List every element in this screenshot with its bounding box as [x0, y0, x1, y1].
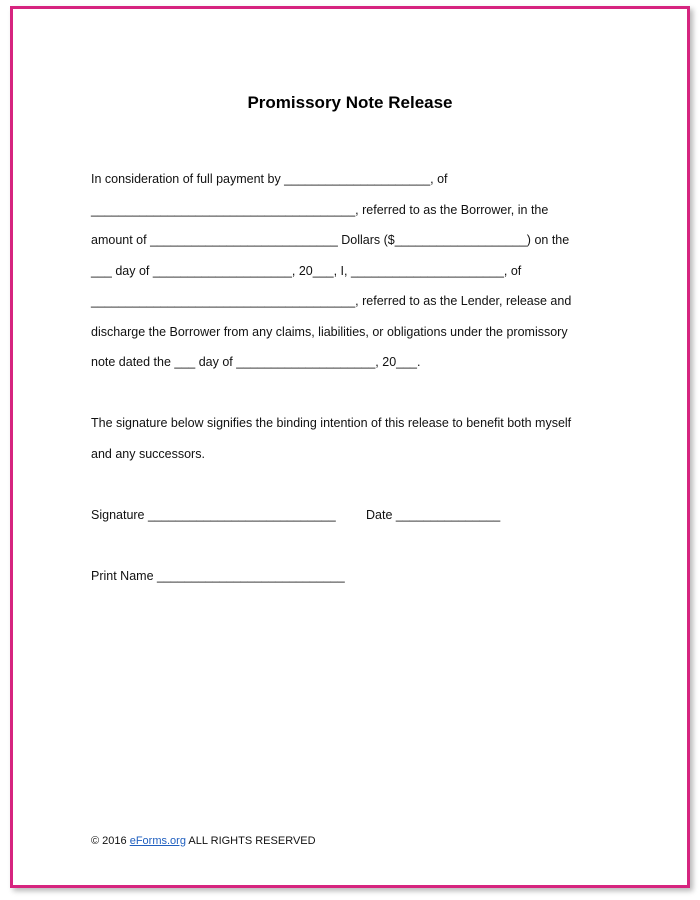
- paragraph1-line-2: ______________________________________, referred to as the Borrower, in the: [91, 203, 549, 217]
- paragraph2-line-2: and any successors.: [91, 447, 205, 461]
- paragraph1-line-6: discharge the Borrower from any claims, liabilities, or obligations under the promissory: [91, 325, 568, 339]
- signature-line: Signature ___________________________: [91, 508, 336, 522]
- document-title: Promissory Note Release: [247, 93, 453, 112]
- paragraph2-line-1: The signature below signifies the binding intention of this release to benefit both myself: [91, 416, 572, 430]
- paragraph1-line-5: ______________________________________, referred to as the Lender, release and: [91, 294, 572, 308]
- date-line: Date _______________: [366, 508, 501, 522]
- footer-copyright: © 2016: [91, 835, 127, 847]
- eforms-link[interactable]: eForms.org: [129, 835, 186, 847]
- paragraph1-line-1: In consideration of full payment by _____________________, of: [91, 172, 448, 186]
- paragraph1-line-3: amount of ___________________________ Dollars ($___________________) on the: [91, 233, 570, 247]
- paragraph1-line-4: ___ day of ____________________, 20___, I, ______________________, of: [91, 264, 522, 278]
- footer: [91, 835, 316, 847]
- footer-rights: ALL RIGHTS RESERVED: [188, 835, 316, 847]
- print-name-line: Print Name ___________________________: [91, 569, 345, 583]
- document-page: [10, 6, 690, 888]
- paragraph1-line-7: note dated the ___ day of ____________________, 20___.: [91, 355, 421, 369]
